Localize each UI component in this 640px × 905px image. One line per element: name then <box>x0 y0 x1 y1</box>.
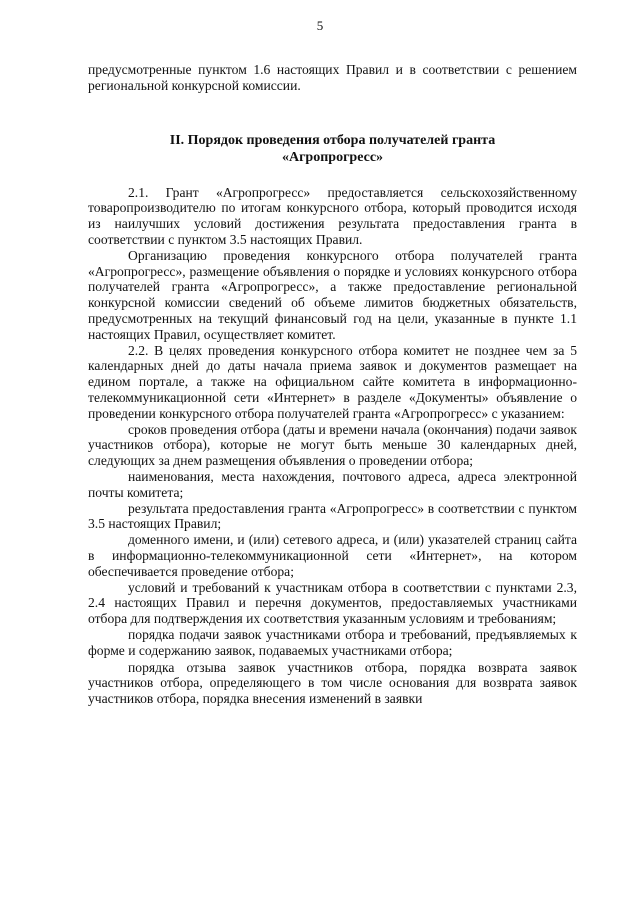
list-item-deadlines: сроков проведения отбора (даты и времени начала (окончания) подачи заявок участников отбора), которые не могут быть меньше 30 календарных дней, следующих за днем размещения объявления о проведении отбора; <box>88 421 577 469</box>
paragraph-2-2: 2.2. В целях проведения конкурсного отбора комитет не позднее чем за 5 календарных дней до даты начала приема заявок и документов размещает на едином портале, а также на официальном сайте комитета в информационно-телекоммуникационной сети «Интернет» в разделе «Документы» объявление о проведении конкурсного отбора получателей гранта «Агропрогресс» с указанием: <box>88 342 577 421</box>
section-heading-line-1: II. Порядок проведения отбора получателей гранта <box>169 132 496 148</box>
list-item-application-order: порядка подачи заявок участниками отбора и требований, предъявляемых к форме и содержанию заявок, подаваемых участниками отбора; <box>88 626 577 658</box>
list-item-conditions: условий и требований к участникам отбора в соответствии с пунктами 2.3, 2.4 настоящих Правил и перечня документов, предоставляемых участниками отбора для подтверждения их соответствия указанным условиям и требованиям; <box>88 579 577 627</box>
list-item-domain: доменного имени, и (или) сетевого адреса, и (или) указателей страниц сайта в информационно-телекоммуникационной сети «Интернет», на котором обеспечивается проведение отбора; <box>88 532 577 579</box>
paragraph-organization: Организацию проведения конкурсного отбора получателей гранта «Агропрогресс», размещение объявления о порядке и условиях конкурсного отбора получателей гранта «Агропрогресс», а также предоставление региональной конкурсной комиссии сведений об объеме лимитов бюджетных обязательств, предусмотренных на текущий финансовый год на цели, указанные в пункте 1.1 настоящих Правил, осуществляет комитет. <box>88 247 577 342</box>
document-body <box>88 62 577 707</box>
list-item-result: результата предоставления гранта «Агропрогресс» в соответствии с пунктом 3.5 настоящих Правил; <box>88 500 577 532</box>
list-item-names: наименования, места нахождения, почтового адреса, адреса электронной почты комитета; <box>88 468 577 500</box>
section-heading-line-2: «Агропрогресс» <box>281 149 384 165</box>
page-number: 5 <box>316 18 324 33</box>
section-heading <box>88 132 577 166</box>
list-item-withdrawal: порядка отзыва заявок участников отбора, порядка возврата заявок участников отбора, определяющего в том числе основания для возврата заявок участников отбора, порядка внесения изменений в заявки <box>88 659 577 707</box>
paragraph-2-1: 2.1. Грант «Агропрогресс» предоставляется сельскохозяйственному товаропроизводителю по итогам конкурсного отбора, который проводится исходя из наилучших условий достижения результата предоставления гранта в соответствии с пунктом 3.5 настоящих Правил. <box>88 184 577 247</box>
intro-paragraph: предусмотренные пунктом 1.6 настоящих Правил и в соответствии с решением региональной конкурсной комиссии. <box>88 62 577 93</box>
